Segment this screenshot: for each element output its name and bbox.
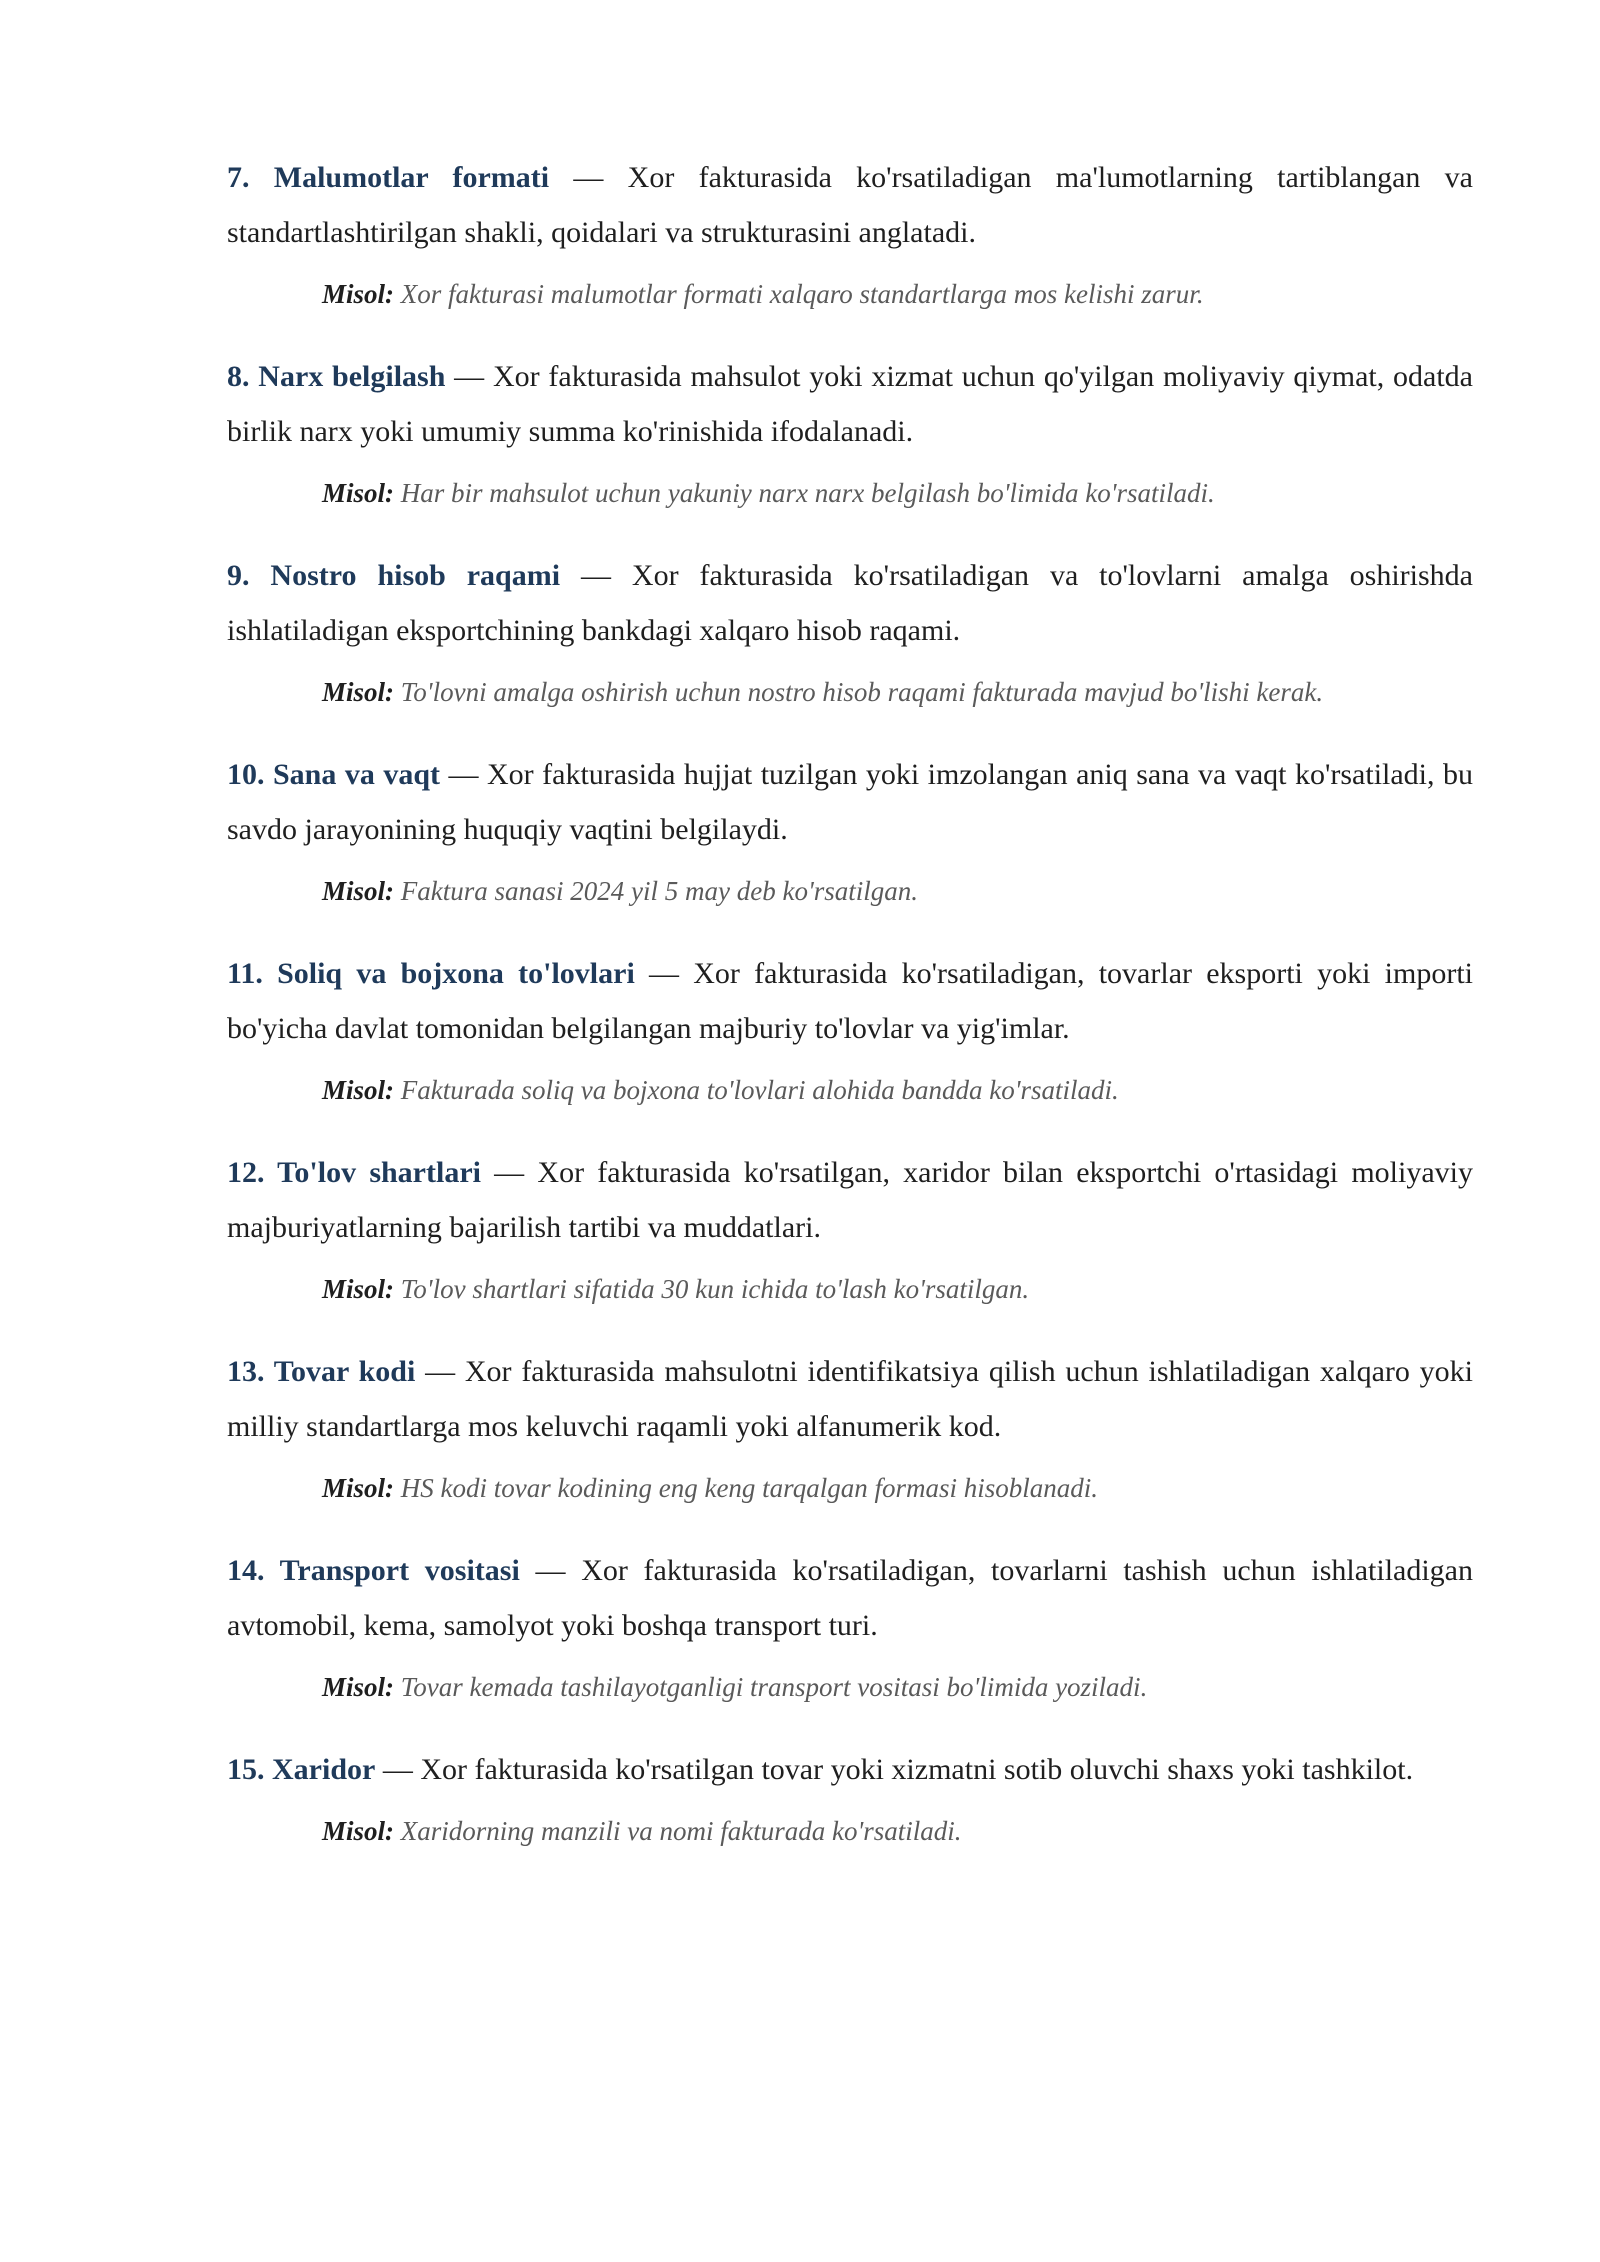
entry-example xyxy=(322,1811,1473,1851)
entry-term: 8. Narx belgilash xyxy=(227,360,446,393)
entry-definition xyxy=(227,1742,1473,1797)
entry-definition xyxy=(227,1344,1473,1454)
example-label: Misol: xyxy=(322,876,395,906)
entry-example xyxy=(322,672,1473,712)
entry-dash: — xyxy=(445,360,493,393)
example-text: Har bir mahsulot uchun yakuniy narx narx belgilash bo'limida ko'rsatiladi. xyxy=(400,478,1215,508)
example-text: Tovar kemada tashilayotganligi transport vositasi bo'limida yoziladi. xyxy=(400,1672,1148,1702)
entry-definition xyxy=(227,349,1473,459)
example-text: HS kodi tovar kodining eng keng tarqalgan formasi hisoblanadi. xyxy=(400,1473,1098,1503)
example-label: Misol: xyxy=(322,478,395,508)
example-label: Misol: xyxy=(322,1816,395,1846)
entry-dash: — xyxy=(415,1355,465,1388)
entry-example xyxy=(322,871,1473,911)
entry-definition xyxy=(227,1145,1473,1255)
example-label: Misol: xyxy=(322,1075,395,1105)
glossary-entry xyxy=(227,747,1473,911)
entry-definition xyxy=(227,946,1473,1056)
entry-dash: — xyxy=(560,559,632,592)
entry-definition xyxy=(227,150,1473,260)
entry-example xyxy=(322,1468,1473,1508)
entry-definition xyxy=(227,747,1473,857)
glossary-entry xyxy=(227,349,1473,513)
entry-example xyxy=(322,274,1473,314)
entry-term: 12. To'lov shartlari xyxy=(227,1156,481,1189)
glossary-entry xyxy=(227,1742,1473,1851)
entry-definition-text: Xor fakturasida mahsulotni identifikatsiya qilish uchun ishlatiladigan xalqaro yoki milliy standartlarga mos keluvchi raqamli yoki alfanumerik kod. xyxy=(227,1355,1474,1443)
entry-definition-text: Xor fakturasida ko'rsatiladigan, tovarlar eksporti yoki importi bo'yicha davlat tomonidan belgilangan majburiy to'lovlar va yig'imlar. xyxy=(227,957,1473,1045)
entry-term: 14. Transport vositasi xyxy=(227,1554,520,1587)
example-text: Xaridorning manzili va nomi fakturada ko'rsatiladi. xyxy=(400,1816,962,1846)
glossary-entry xyxy=(227,1543,1473,1707)
entry-example xyxy=(322,1269,1473,1309)
example-label: Misol: xyxy=(322,1473,395,1503)
entry-term: 10. Sana va vaqt xyxy=(227,758,441,791)
entry-term: 7. Malumotlar formati xyxy=(227,161,550,194)
entry-example xyxy=(322,1667,1473,1707)
entry-definition-text: Xor fakturasida ko'rsatiladigan, tovarlarni tashish uchun ishlatiladigan avtomobil, kema, samolyot yoki boshqa transport turi. xyxy=(227,1554,1474,1642)
entry-example xyxy=(322,473,1473,513)
entry-definition xyxy=(227,1543,1473,1653)
example-text: Faktura sanasi 2024 yil 5 may deb ko'rsatilgan. xyxy=(400,876,918,906)
entry-definition-text: Xor fakturasida ko'rsatilgan tovar yoki xizmatni sotib oluvchi shaxs yoki tashkilot. xyxy=(420,1753,1414,1786)
entry-definition-text: Xor fakturasida mahsulot yoki xizmat uchun qo'yilgan moliyaviy qiymat, odatda birlik narx yoki umumiy summa ko'rinishida ifodalanadi. xyxy=(227,360,1473,448)
entry-dash: — xyxy=(549,161,628,194)
glossary-entry xyxy=(227,150,1473,314)
example-label: Misol: xyxy=(322,1274,395,1304)
example-text: To'lovni amalga oshirish uchun nostro hisob raqami fakturada mavjud bo'lishi kerak. xyxy=(400,677,1324,707)
entry-dash: — xyxy=(634,957,694,990)
entry-example xyxy=(322,1070,1473,1110)
entry-term: 9. Nostro hisob raqami xyxy=(227,559,561,592)
example-label: Misol: xyxy=(322,279,395,309)
glossary-entry xyxy=(227,548,1473,712)
entry-definition xyxy=(227,548,1473,658)
entry-dash: — xyxy=(480,1156,538,1189)
example-label: Misol: xyxy=(322,1672,395,1702)
entry-dash: — xyxy=(519,1554,582,1587)
entry-definition-text: Xor fakturasida ko'rsatiladigan ma'lumotlarning tartiblangan va standartlashtirilgan shakli, qoidalari va strukturasini anglatadi. xyxy=(227,161,1473,249)
entry-term: 11. Soliq va bojxona to'lovlari xyxy=(227,957,635,990)
glossary-entry xyxy=(227,1145,1473,1309)
example-text: To'lov shartlari sifatida 30 kun ichida to'lash ko'rsatilgan. xyxy=(400,1274,1030,1304)
entry-dash: — xyxy=(440,758,487,791)
example-label: Misol: xyxy=(322,677,395,707)
glossary-entry xyxy=(227,1344,1473,1508)
entry-definition-text: Xor fakturasida hujjat tuzilgan yoki imzolangan aniq sana va vaqt ko'rsatiladi, bu savdo jarayonining huquqiy vaqtini belgilaydi. xyxy=(227,758,1474,846)
example-text: Fakturada soliq va bojxona to'lovlari alohida bandda ko'rsatiladi. xyxy=(400,1075,1119,1105)
entry-definition-text: Xor fakturasida ko'rsatilgan, xaridor bilan eksportchi o'rtasidagi moliyaviy majburiyatlarning bajarilish tartibi va muddatlari. xyxy=(227,1156,1473,1244)
entry-term: 15. Xaridor xyxy=(227,1753,376,1786)
entry-term: 13. Tovar kodi xyxy=(227,1355,416,1388)
glossary-entry xyxy=(227,946,1473,1110)
entry-definition-text: Xor fakturasida ko'rsatiladigan va to'lovlarni amalga oshirishda ishlatiladigan eksportchining bankdagi xalqaro hisob raqami. xyxy=(227,559,1474,647)
example-text: Xor fakturasi malumotlar formati xalqaro standartlarga mos kelishi zarur. xyxy=(400,279,1204,309)
entry-dash: — xyxy=(375,1753,421,1786)
